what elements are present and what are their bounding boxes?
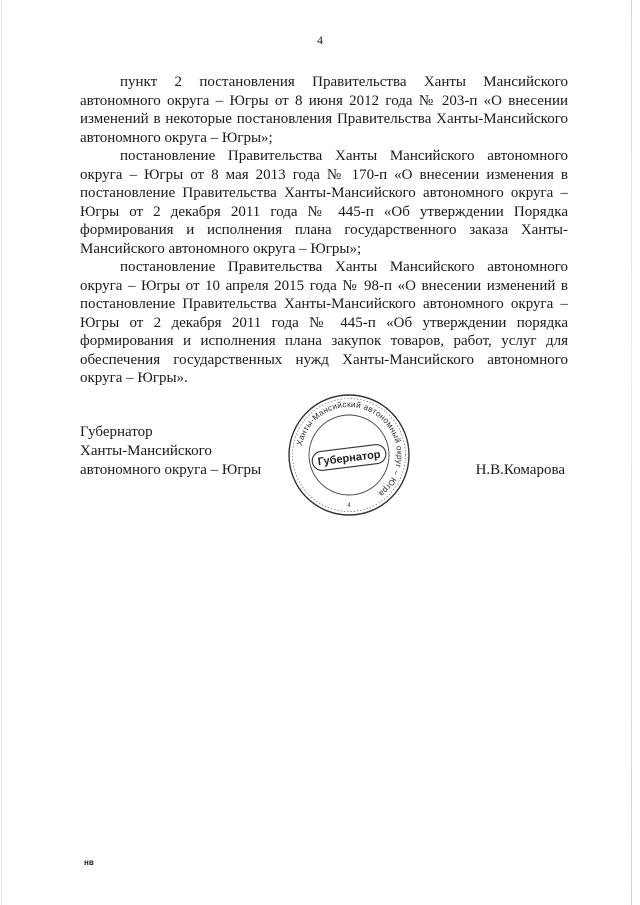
- signer-name: Н.В.Комарова: [475, 462, 565, 478]
- footer-initials: нв: [84, 858, 94, 867]
- paragraph-1: пункт 2 постановления Правительства Ханты Мансийского автономного округа – Югры от 8 июня 2012 года № 203-п «О внесении изменений в некоторые постановления Правительства Ханты-Мансийского автономного округа – Югры»;: [80, 74, 568, 146]
- scan-edge-right: [631, 0, 632, 905]
- paragraph-3: постановление Правительства Ханты Мансийского автономного округа – Югры от 10 апреля 2015 года № 98-п «О внесении изменений в постановление Правительства Ханты-Мансийского автономного округа – Югры от 2 декабря 2011 года № 445-п «Об утверждении порядка формирования и исполнения плана закупок товаров, работ, услуг для обеспечения государственных нужд Ханты-Мансийского автономного округа – Югры».: [80, 259, 568, 386]
- official-seal: [286, 392, 412, 518]
- seal-number: 4: [347, 503, 351, 509]
- signature-region-line: Ханты-Мансийского: [80, 443, 212, 459]
- seal-center-text: Губернатор: [317, 448, 382, 469]
- seal-ring-text: Ханты-Мансийский автономный округ – Югра: [294, 399, 405, 499]
- scan-edge-left: [1, 0, 2, 905]
- body-text: [80, 73, 568, 388]
- paragraph-2: постановление Правительства Ханты Мансийского автономного округа – Югры от 8 мая 2013 года № 170-п «О внесении изменения в постановление Правительства Ханты-Мансийского автономного округа – Югры от 2 декабря 2011 года № 445-п «Об утверждении Порядка формирования и исполнения плана государственного заказа Ханты-Мансийского автономного округа – Югры»;: [80, 148, 568, 257]
- signature-block: [80, 423, 261, 480]
- signature-title: Губернатор: [80, 424, 153, 440]
- page-number: 4: [317, 33, 323, 47]
- signature-region-line: автономного округа – Югры: [80, 462, 262, 478]
